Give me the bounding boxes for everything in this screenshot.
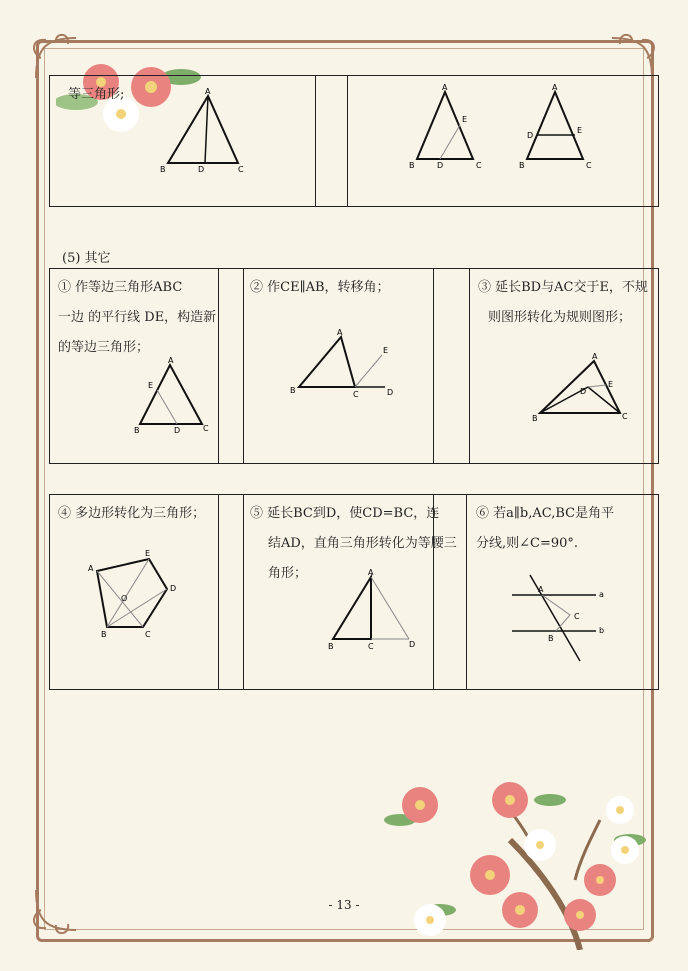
- r2f1-label-a: A: [88, 564, 94, 573]
- fig2-label-b: B: [409, 161, 415, 170]
- r2f3-label-line-a: a: [599, 590, 604, 599]
- r1f1-label-e: E: [148, 381, 154, 390]
- row2-cell2-line2: 结AD，直角三角形转化为等腰三: [268, 536, 457, 551]
- r2f1-label-c: C: [145, 630, 151, 639]
- fig1-label-a: A: [205, 87, 211, 96]
- r2f2-label-a: A: [368, 568, 374, 577]
- fig2-label-d: D: [437, 161, 444, 170]
- figure-ce-parallel-ab: [285, 327, 405, 407]
- row2-cell2-line1: ⑤ 延长BC到D，使CD=BC，连: [250, 506, 440, 521]
- r2f1-label-o: O: [121, 594, 128, 603]
- figure-right-to-isosceles: [325, 567, 425, 657]
- row1-cell2-line1: ② 作CE∥AB，转移角；: [250, 280, 390, 295]
- row1-table: [49, 268, 659, 464]
- r2f1-label-e: E: [145, 549, 151, 558]
- r1f1-label-a: A: [168, 357, 174, 365]
- figure-extend-bd: [528, 351, 638, 431]
- r2f2-label-d: D: [409, 640, 416, 649]
- fig1-label-b: B: [160, 165, 166, 174]
- fig2-label-e: E: [462, 115, 468, 124]
- row2-table: [49, 494, 659, 690]
- fig2-label-a: A: [442, 83, 448, 92]
- figure-triangle-ed: [405, 82, 495, 172]
- r1f3-label-d: D: [580, 387, 587, 396]
- r1f2-label-d: D: [387, 388, 394, 397]
- figure-triangle-parallel-de: [515, 82, 605, 172]
- r1f2-label-c: C: [353, 390, 359, 399]
- r1f3-label-e: E: [608, 380, 614, 389]
- r2f2-label-b: B: [328, 642, 334, 651]
- row1-cell1-line3: 的等边三角形；: [58, 340, 150, 355]
- row2-cell1-line1: ④ 多边形转化为三角形；: [58, 506, 206, 521]
- r2f1-label-b: B: [101, 630, 107, 639]
- section-label: (5) 其它: [62, 251, 111, 266]
- r2f3-label-line-b: b: [599, 626, 605, 635]
- fig3-label-c: C: [586, 161, 592, 170]
- row2-cell3-line2: 分线,则∠C=90°.: [476, 536, 579, 551]
- r1f3-label-a: A: [592, 352, 598, 361]
- r2f3-label-a: A: [538, 585, 544, 594]
- row1-cell3-line2: 则图形转化为规则图形；: [488, 310, 632, 325]
- row1-cell1-line2: 一边 的平行线 DE，构造新: [58, 310, 217, 325]
- fig1-label-d: D: [198, 165, 205, 174]
- figure-equilateral-de: [132, 357, 222, 437]
- fig3-label-b: B: [519, 161, 525, 170]
- r1f3-label-b: B: [532, 414, 538, 423]
- top-table-cell-text: 等三角形;: [68, 87, 125, 102]
- top-table: [49, 75, 659, 207]
- row2-cell3-line1: ⑥ 若a∥b,AC,BC是角平: [476, 506, 615, 521]
- r1f1-label-b: B: [134, 426, 140, 435]
- figure-isosceles-median: [160, 86, 250, 176]
- fig1-label-c: C: [238, 165, 244, 174]
- r2f1-label-d: D: [170, 584, 177, 593]
- page-number: - 13 -: [328, 898, 360, 912]
- r1f2-label-e: E: [383, 346, 389, 355]
- r1f1-label-d: D: [174, 426, 181, 435]
- r2f2-label-c: C: [368, 642, 374, 651]
- fig3-label-d: D: [527, 131, 534, 140]
- figure-parallel-bisectors: [508, 573, 618, 673]
- flower-branch-bottom-right: [380, 780, 670, 950]
- row2-cell2-line3: 角形；: [268, 566, 308, 581]
- fig3-label-a: A: [552, 83, 558, 92]
- figure-pentagon: [85, 547, 195, 647]
- row1-cell1-line1: ① 作等边三角形ABC: [58, 280, 183, 295]
- r1f3-label-c: C: [622, 412, 628, 421]
- row1-cell3-line1: ③ 延长BD与AC交于E，不规: [478, 280, 648, 295]
- r1f1-label-c: C: [203, 424, 209, 433]
- fig2-label-c: C: [476, 161, 482, 170]
- fig3-label-e: E: [577, 126, 583, 135]
- r2f3-label-c: C: [574, 612, 580, 621]
- r1f2-label-a: A: [337, 328, 343, 337]
- r1f2-label-b: B: [290, 386, 296, 395]
- r2f3-label-b: B: [548, 634, 554, 643]
